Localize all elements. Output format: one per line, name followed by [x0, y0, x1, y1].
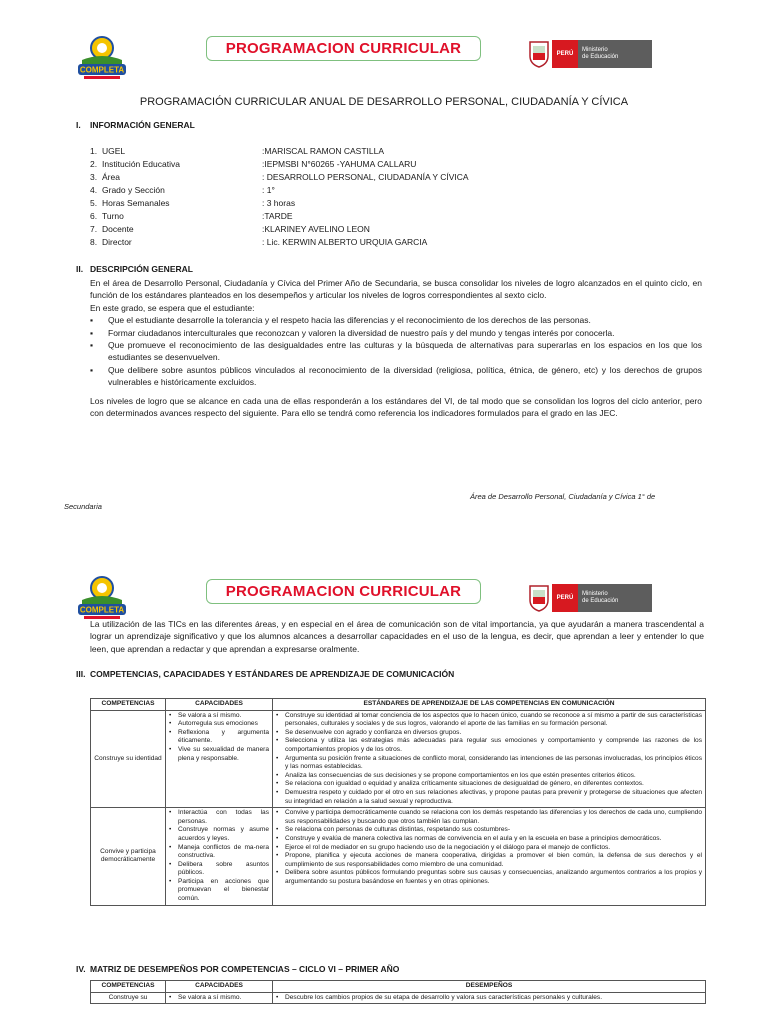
info-row: 4. Grado y Sección : 1°	[90, 185, 275, 195]
info-row: 7. Docente :KLARINEY AVELINO LEON	[90, 224, 370, 234]
info-row: 5. Horas Semanales : 3 horas	[90, 198, 296, 208]
header-capacidades: CAPACIDADES	[166, 981, 273, 993]
minedu-peru-label: PERÚ	[552, 40, 578, 68]
competencia-cell: Construye su	[91, 992, 166, 1004]
info-row: 1. UGEL :MARISCAL RAMON CASTILLA	[90, 146, 385, 156]
general-info-list	[90, 146, 469, 250]
minedu-logo	[528, 40, 652, 68]
competencia-cell: Construye su identidad	[91, 710, 166, 808]
table-row	[91, 808, 706, 906]
estandares-cell: • Convive y participa democráticamente cuando se relaciona con los demás respetando las diferencias y los derechos de cada uno, cumpliendo sus responsabilidades y buscando que otros también las cumplan. • Se relaciona con personas de culturas distintas, respetando sus costumbres- • Construye y evalúa de manera colectiva las normas de convivencia en el aula y en la escuela en base a principios democráticos. • Ejerce el rol de mediador en su grupo haciendo uso de la negociación y el diálogo para el manejo de conflictos. • Propone, planifica y ejecuta acciones de manera cooperativa, dirigidas a promover el bien común, la defensa de sus derechos y el cumplimiento de sus responsabilidades como miembro de una comunidad. • Delibera sobre asuntos públicos formulando preguntas sobre sus causas y consecuencias, analizando argumentos contrarios a los propios y argumentando su postura basándose en fuentes y en otras opiniones.	[273, 808, 706, 906]
footer-secundaria: Secundaria	[64, 502, 102, 511]
description-bullet: ▪ Formar ciudadanos interculturales que reconozcan y valoren la diversidad de nuestro país y del mundo y tengas interés por conocerla.	[90, 327, 615, 338]
description-closing: Los niveles de logro que se alcance en cada una de ellas responderán a los estándares del VI, de tal modo que se consolidan los logros del ciclo anterior, pero con determinados avances respecto del siguiente. Para ello se tendrá como referencia los indicadores formulados para el grado en las JEC.	[90, 395, 702, 419]
capacidad-cell: • Se valora a sí mismo.	[166, 992, 273, 1004]
jornada-escolar-completa-logo	[70, 574, 134, 622]
banner-title: PROGRAMACION CURRICULAR	[225, 583, 462, 600]
document-page-2	[0, 556, 768, 1024]
table-row	[91, 992, 706, 1004]
info-row: 3. Área : DESARROLLO PERSONAL, CIUDADANÍA Y CÍVICA	[90, 172, 469, 182]
desempeno-cell: • Descubre los cambios propios de su etapa de desarrollo y valora sus características personales y culturales.	[273, 992, 706, 1004]
capacidades-cell: • Interactúa con todas las personas. • Construye normas y asume acuerdos y leyes. • Maneja conflictos de ma-nera constructiva. • Delibera sobre asuntos públicos. • Participa en acciones que promuevan el bienestar común.	[166, 808, 273, 906]
description-bullet: ▪ Que el estudiante desarrolle la tolerancia y el respeto hacia las diferencias y el reconocimiento de los derechos de las personas.	[90, 315, 591, 326]
competencias-table	[90, 698, 706, 906]
info-row: 8. Director : Lic. KERWIN ALBERTO URQUIA GARCIA	[90, 237, 428, 247]
info-row: 2. Institución Educativa :IEPMSBI N°60265 -YAHUMA CALLARU	[90, 159, 417, 169]
section-1-heading: I. INFORMACIÓN GENERAL	[76, 120, 195, 130]
section-4-heading: IV. MATRIZ DE DESEMPEÑOS POR COMPETENCIAS – CICLO VI – PRIMER AÑO	[76, 964, 400, 974]
section-3-heading: III. COMPETENCIAS, CAPACIDADES Y ESTÁNDARES DE APRENDIZAJE DE COMUNICACIÓN	[76, 669, 455, 679]
programacion-curricular-banner	[206, 579, 481, 604]
svg-text:COMPLETA: COMPLETA	[79, 605, 125, 615]
table-header-row	[91, 699, 706, 711]
header-desempenos: DESEMPEÑOS	[273, 981, 706, 993]
header-estandares: ESTÁNDARES DE APRENDIZAJE DE LAS COMPETENCIAS EN COMUNICACIÓN	[273, 699, 706, 711]
tics-intro: La utilización de las TICs en las diferentes áreas, y en especial en el área de comunicación son de vital importancia, ya que ayudarán a manera trascendental a lograr un aprendizaje significativo y que los alumnos alcances a desarrollar capacidades en el uso de la lengua, es decir, que aprendan a leer y entender lo que leen, que aprendan a redactar y que aprendan a expresarse oralmente.	[90, 619, 704, 654]
description-expect: En este grado, se espera que el estudiante:	[90, 302, 255, 313]
minedu-peru-label: PERÚ	[552, 584, 578, 612]
general-description	[90, 277, 702, 419]
document-title: PROGRAMACIÓN CURRICULAR ANUAL DE DESARROLLO PERSONAL, CIUDADANÍA Y CÍVICA	[139, 96, 629, 108]
header-competencias: COMPETENCIAS	[91, 981, 166, 993]
estandares-cell: • Construye su identidad al tomar conciencia de los aspectos que lo hacen único, cuando se reconoce a sí mismo a partir de sus características personales, culturales y sociales y de sus logros, valorando el aporte de las familias en su formación personal. • Se desenvuelve con agrado y confianza en diversos grupos. • Selecciona y utiliza las estrategias más adecuadas para regular sus emociones y comportamiento y comprende las razones de los comportamientos propios y de los otros. • Argumenta su posición frente a situaciones de conflicto moral, considerando las intenciones de las personas involucradas, los principios éticos y las normas establecidas. • Analiza las consecuencias de sus decisiones y se propone comportamientos en los que estén presentes criterios éticos. • Se relaciona con igualdad o equidad y analiza críticamente situaciones de desigualdad de género, en diferentes contextos. • Demuestra respeto y cuidado por el otro en sus relaciones afectivas, y propone pautas para prevenir y protegerse de situaciones que afecten su integridad en relación a la salud sexual y reproductiva.	[273, 710, 706, 808]
minedu-logo	[528, 584, 652, 612]
peru-shield-icon	[528, 40, 550, 68]
description-bullet: ▪ Que delibere sobre asuntos públicos vinculados al reconocimiento de la diversidad (religiosa, política, étnica, de género, etc) y los derechos de grupos vulnerables e históricamente excluidos.	[90, 364, 702, 388]
info-row: 6. Turno :TARDE	[90, 211, 293, 221]
competencia-cell: Convive y participa democráticamente	[91, 808, 166, 906]
svg-text:COMPLETA: COMPLETA	[79, 65, 125, 75]
header-competencias: COMPETENCIAS	[91, 699, 166, 711]
banner-title: PROGRAMACION CURRICULAR	[225, 40, 462, 57]
table-row	[91, 710, 706, 808]
jornada-escolar-completa-logo	[70, 34, 134, 82]
section-2-heading: II. DESCRIPCIÓN GENERAL	[76, 264, 193, 274]
description-bullet: ▪ Que promueve el reconocimiento de las desigualdades entre las culturas y la búsqueda de alternativas para superarlas en los espacios en los que los estudiantes se desenvuelven.	[90, 340, 702, 363]
table-header-row	[91, 981, 706, 993]
footer-area-title: Área de Desarrollo Personal, Ciudadanía y Cívica 1° de	[470, 492, 656, 501]
description-intro: En el área de Desarrollo Personal, Ciudadanía y Cívica del Primer Año de Secundaria, se busca consolidar los niveles de logro alcanzados en el quinto ciclo, en función de los estándares planteados en los desempeños y articular los niveles de logros correspondientes al sexto ciclo.	[90, 278, 702, 301]
page-separator	[0, 540, 768, 556]
desempenos-table	[90, 980, 706, 1004]
peru-shield-icon	[528, 584, 550, 612]
minedu-ministry-label: Ministerio de Educación	[578, 584, 652, 612]
header-capacidades: CAPACIDADES	[166, 699, 273, 711]
minedu-ministry-label: Ministerio de Educación	[578, 40, 652, 68]
capacidades-cell: • Se valora a sí mismo. • Autorregula sus emociones • Reflexiona y argumenta éticamente. • Vive su sexualidad de manera plena y responsable.	[166, 710, 273, 808]
programacion-curricular-banner	[206, 36, 481, 61]
